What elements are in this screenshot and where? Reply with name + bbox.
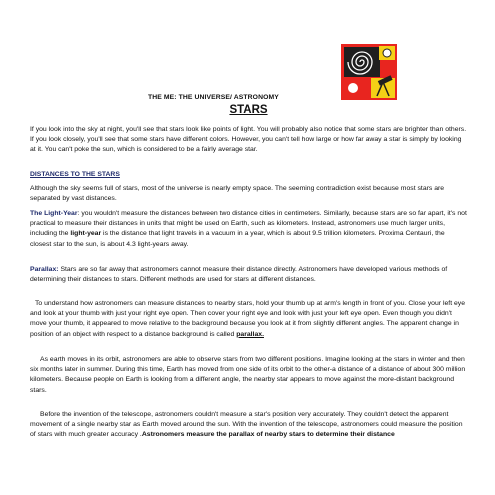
parallax-text: Stars are so far away that astronomers cannot measure their distance directly. Astronomers have developed various methods of determining their distances to stars. Different methods are used for stars at different distances.: [30, 266, 448, 284]
telescope-bold: Astronomers measure the parallax of nearby stars to determine their distance: [141, 431, 395, 439]
light-year-text-a: : you wouldn't measure the distances between two distance cities in centimeters. Similarly, because stars are so far apart, it's not practical to measure their distances in units that might be used on Earth, such as kilometers. Instead, astronomers use much larger units, including the: [30, 210, 467, 238]
intro-paragraph: If you look into the sky at night, you'll see that stars look like points of light. You will probably also notice that some stars are brighter than others. If you look closely, you'll see that some stars have different colors. However, you can't tell how large or how far away a star is simply by looking at it. You can't poke the sun, which is considered to be a fairly average star.: [30, 126, 467, 154]
light-year-text-b: is the distance that light travels in a vacuum in a year, which is about 9.5 trillion kilometers. Proxima Centauri, the closest star to the sun, is about 4.3 light-years away.: [30, 230, 445, 248]
page-title: STARS: [229, 104, 268, 116]
light-year-bold: light-year: [70, 230, 102, 238]
parallax-term: Parallax:: [30, 266, 59, 273]
parallax-paragraph: [30, 265, 467, 285]
orbit-paragraph: As earth moves in its orbit, astronomers are able to observe stars from two different positions. Imagine looking at the stars in winter and then six months later in summer. During this time, Earth has moved from one side of its orbit to the other-a distance of a distance of about 300 million kilometers. Because people on Earth is looking from a different angle, the nearby star appears to move against the more-distant background stars.: [30, 356, 466, 394]
telescope-text: Before the invention of the telescope, astronomers couldn't measure a star's position very accurately. They couldn't detect the apparent movement of a single nearby star as Earth moved around the sun. With the invention of the telescope, astronomers could measure the position of stars with much greater accuracy .: [30, 411, 463, 439]
theme-heading: THE ME: THE UNIVERSE/ ASTRONOMY: [148, 94, 279, 101]
light-year-term: The Light-Year: [30, 210, 78, 217]
astronomy-clipart-icon: [341, 44, 397, 100]
telescope-paragraph: [30, 410, 467, 441]
parallax-definition-term: parallax.: [236, 330, 264, 338]
light-year-paragraph: [30, 209, 467, 250]
empty-space-paragraph: Although the sky seems full of stars, most of the universe is nearly empty space. The seeming contradiction exist because most stars are separated by vast distances.: [30, 185, 445, 203]
section-heading: DISTANCES TO THE STARS: [30, 171, 120, 178]
thumb-paragraph: [30, 299, 467, 340]
thumb-text: To understand how astronomers can measure distances to nearby stars, hold your thumb up at arm's length in front of you. Close your left eye and look at your thumb with just your right eye open. Then cover your right eye and look with just your left eye open. Even though you didn't move your thumb, it appeared to move relative to the background because you look at it from slightly different angles. The apparent change in position of an object with respect to a distance background is called: [30, 300, 466, 338]
